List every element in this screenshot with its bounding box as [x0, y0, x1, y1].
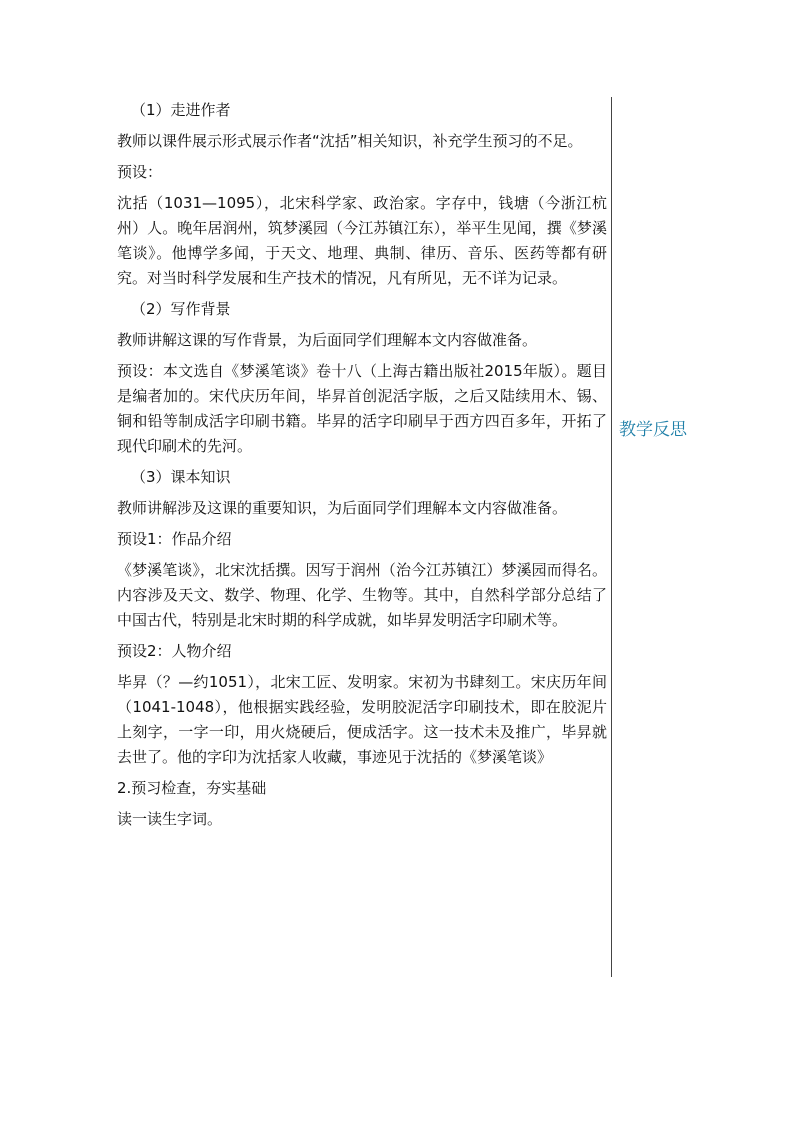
section-heading-background: （2）写作背景	[131, 300, 231, 318]
main-content-column	[117, 98, 607, 838]
teaching-reflection-label: 教学反思	[619, 420, 687, 440]
paragraph: 预设2：人物介绍	[117, 642, 232, 660]
paragraph: 预设：	[117, 163, 163, 181]
paragraph: 教师讲解涉及这课的重要知识，为后面同学们理解本文内容做准备。	[117, 499, 568, 517]
paragraph: 预设1：作品介绍	[117, 530, 232, 548]
paragraph: 预设：本文选自《梦溪笔谈》卷十八（上海古籍出版社2015年版）。题目是编者加的。宋代庆历年间，毕昇首创泥活字版，之后又陆续用木、锡、铜和铅等制成活字印刷书籍。毕昇的活字印刷早于西方四百多年，开拓了现代印刷术的先河。	[117, 362, 607, 455]
paragraph: 教师讲解这课的写作背景，为后面同学们理解本文内容做准备。	[117, 331, 538, 349]
section-heading-author: （1）走进作者	[131, 101, 231, 119]
column-divider	[611, 97, 612, 977]
paragraph: 教师以课件展示形式展示作者“沈括”相关知识，补充学生预习的不足。	[117, 132, 583, 150]
paragraph: 2.预习检查，夯实基础	[117, 779, 267, 797]
section-heading-knowledge: （3）课本知识	[131, 468, 231, 486]
paragraph: 《梦溪笔谈》，北宋沈括撰。因写于润州（治今江苏镇江）梦溪园而得名。内容涉及天文、数学、物理、化学、生物等。其中，自然科学部分总结了中国古代，特别是北宋时期的科学成就，如毕昇发明活字印刷术等。	[117, 561, 607, 629]
paragraph: 读一读生字词。	[117, 810, 223, 828]
paragraph: 毕昇（？—约1051），北宋工匠、发明家。宋初为书肆刻工。宋庆历年间（1041-1048），他根据实践经验，发明胶泥活字印刷技术，即在胶泥片上刻字，一字一印，用火烧硬后，便成活字。这一技术未及推广，毕昇就去世了。他的字印为沈括家人收藏，事迹见于沈括的《梦溪笔谈》	[117, 673, 607, 766]
paragraph: 沈括（1031—1095），北宋科学家、政治家。字存中，钱塘（今浙江杭州）人。晚年居润州，筑梦溪园（今江苏镇江东），举平生见闻，撰《梦溪笔谈》。他博学多闻，于天文、地理、典制、律历、音乐、医药等都有研究。对当时科学发展和生产技术的情况，凡有所见，无不详为记录。	[117, 194, 607, 287]
